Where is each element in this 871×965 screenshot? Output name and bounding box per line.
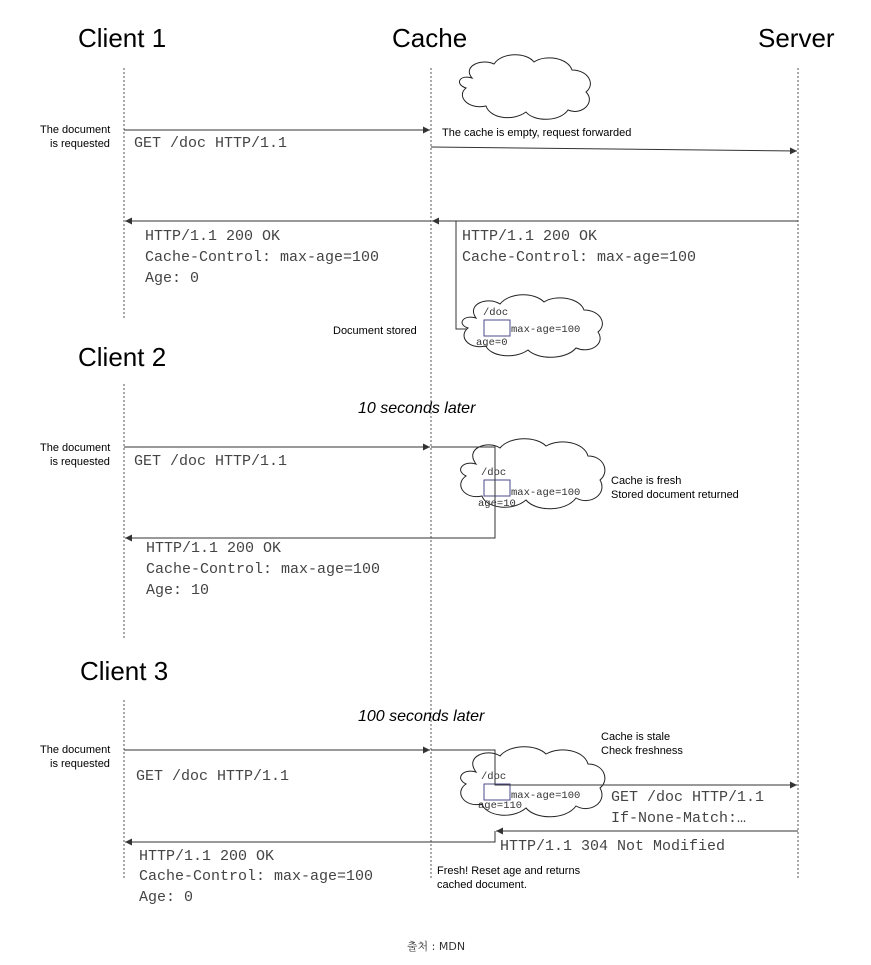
s1-cloud-doc-label: /doc — [483, 307, 509, 319]
s1-client-response-line3: Age: 0 — [145, 270, 200, 287]
s2-requested-note-line2: is requested — [50, 456, 110, 468]
s1-forward-arrow — [431, 147, 797, 151]
s2-cloud-age-label: age=10 — [478, 498, 516, 510]
s3-stale-note-line2: Check freshness — [601, 745, 683, 757]
s3-response-line2: Cache-Control: max-age=100 — [139, 868, 374, 885]
s3-client-response-arrow — [125, 831, 495, 842]
s2-response-line3: Age: 10 — [146, 582, 210, 599]
client-2-title: Client 2 — [78, 342, 167, 372]
source-caption: 출처 : MDN — [406, 940, 466, 953]
s1-server-response-line2: Cache-Control: max-age=100 — [462, 249, 697, 266]
s3-response-line3: Age: 0 — [139, 889, 194, 906]
s1-empty-cache-note: The cache is empty, request forwarded — [442, 127, 632, 139]
s3-cloud-age-label: age=110 — [478, 800, 523, 812]
cache-title: Cache — [392, 23, 468, 53]
s3-stale-note-line1: Cache is stale — [601, 731, 671, 743]
s3-reset-note-line1: Fresh! Reset age and returns — [437, 865, 581, 877]
s3-request-text: GET /doc HTTP/1.1 — [136, 768, 290, 785]
s2-fresh-note-line1: Cache is fresh — [611, 475, 682, 487]
s1-requested-note-line1: The document — [40, 124, 111, 136]
s3-stored-doc-icon — [484, 784, 510, 800]
s3-not-modified-text: HTTP/1.1 304 Not Modified — [500, 838, 726, 855]
s2-requested-note-line1: The document — [40, 442, 111, 454]
s1-client-response-line2: Cache-Control: max-age=100 — [145, 249, 380, 266]
s3-revalidate-line2: If-None-Match:… — [611, 810, 747, 827]
s3-requested-note-line1: The document — [40, 744, 111, 756]
s2-response-line1: HTTP/1.1 200 OK — [146, 540, 282, 557]
s1-request-text: GET /doc HTTP/1.1 — [134, 135, 288, 152]
s2-fresh-note-line2: Stored document returned — [611, 489, 739, 501]
s3-time-label: 100 seconds later — [358, 708, 485, 725]
s1-document-stored-note: Document stored — [333, 325, 417, 337]
s2-cloud-maxage-label: max-age=100 — [511, 487, 581, 499]
client-3-title: Client 3 — [80, 656, 169, 686]
s2-stored-doc-icon — [484, 480, 510, 496]
s3-reset-note-line2: cached document. — [437, 879, 527, 891]
s2-cloud-doc-label: /doc — [481, 467, 507, 479]
s1-server-response-line1: HTTP/1.1 200 OK — [462, 228, 598, 245]
s3-revalidate-line1: GET /doc HTTP/1.1 — [611, 789, 765, 806]
empty-cache-cloud — [459, 55, 590, 120]
s2-request-text: GET /doc HTTP/1.1 — [134, 453, 288, 470]
s1-requested-note-line2: is requested — [50, 138, 110, 150]
s1-client-response-line1: HTTP/1.1 200 OK — [145, 228, 281, 245]
s2-response-line2: Cache-Control: max-age=100 — [146, 561, 381, 578]
s3-response-line1: HTTP/1.1 200 OK — [139, 848, 275, 865]
server-title: Server — [758, 23, 835, 53]
s1-stored-doc-icon — [484, 320, 510, 336]
client-1-title: Client 1 — [78, 23, 167, 53]
s1-cloud-age-label: age=0 — [476, 337, 508, 349]
s2-time-label: 10 seconds later — [358, 400, 476, 417]
s1-cloud-maxage-label: max-age=100 — [511, 324, 581, 336]
s3-cloud-maxage-label: max-age=100 — [511, 790, 581, 802]
s3-cloud-doc-label: /doc — [481, 771, 507, 783]
s3-requested-note-line2: is requested — [50, 758, 110, 770]
